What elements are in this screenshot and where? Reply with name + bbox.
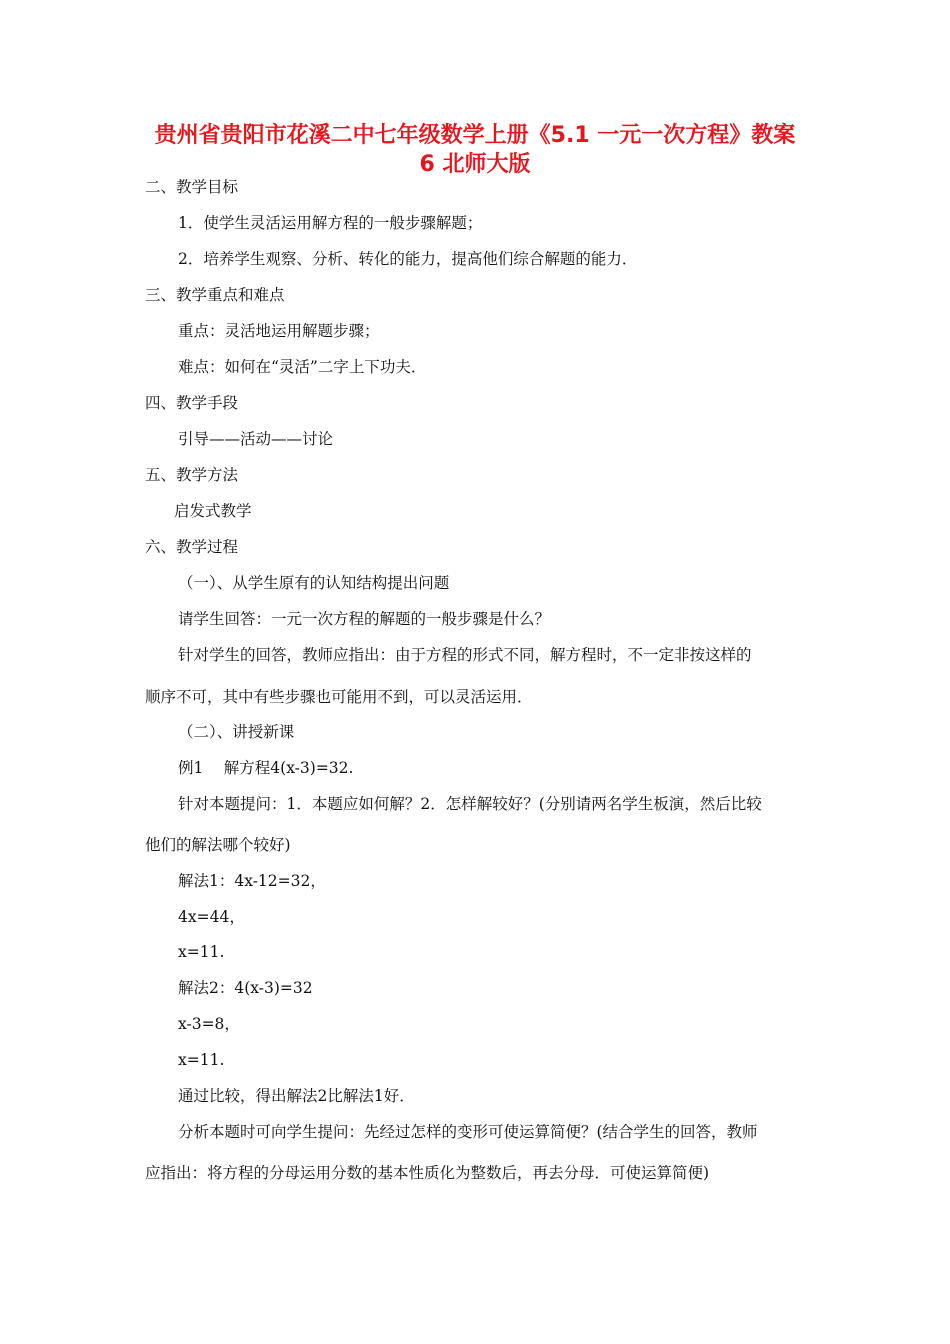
subsection-heading: （二）、讲授新课 [178,723,295,741]
title-line-1: 贵州省贵阳市花溪二中七年级数学上册《5.1 一元一次方程》教案 [154,123,796,148]
paragraph: 2．培养学生观察、分析、转化的能力，提高他们综合解题的能力． [178,250,638,268]
paragraph: 应指出：将方程的分母运用分数的基本性质化为整数后，再去分母．可使运算简便) [145,1164,710,1182]
subsection-heading: （一）、从学生原有的认知结构提出问题 [178,574,450,592]
paragraph: 通过比较，得出解法2比解法1好． [178,1087,415,1105]
solution-step: 解法2：4(x-3)=32 [178,979,313,997]
paragraph: 针对学生的回答，教师应指出：由于方程的形式不同，解方程时，不一定非按这样的 [178,646,752,664]
solution-step: 解法1：4x-12=32， [178,872,326,890]
paragraph: 请学生回答：一元一次方程的解题的一般步骤是什么？ [178,610,551,628]
paragraph: 分析本题时可向学生提问：先经过怎样的变形可使运算简便？(结合学生的回答，教师 [178,1123,758,1141]
paragraph: 1．使学生灵活运用解方程的一般步骤解题； [178,214,483,232]
paragraph: 顺序不可，其中有些步骤也可能用不到，可以灵活运用． [145,688,533,706]
paragraph: 引导——活动——讨论 [178,430,334,448]
solution-step: 4x=44， [178,908,245,926]
paragraph: 启发式教学 [174,502,252,520]
section-heading: 三、教学重点和难点 [145,286,285,304]
solution-step: x=11. [178,1051,225,1069]
paragraph: 他们的解法哪个较好) [145,836,291,854]
section-heading: 二、教学目标 [145,178,239,196]
paragraph: 难点：如何在“灵活”二字上下功夫． [178,358,427,376]
solution-step: x-3=8， [178,1015,240,1033]
section-heading: 五、教学方法 [145,466,239,484]
paragraph: 针对本题提问：1．本题应如何解？2．怎样解较好？(分别请两名学生板演，然后比较 [178,795,762,813]
solution-step: x=11. [178,943,225,961]
paragraph: 重点：灵活地运用解题步骤； [178,322,380,340]
section-heading: 四、教学手段 [145,394,239,412]
example-heading: 例1 解方程4(x-3)=32. [178,759,354,777]
title-line-2: 6 北师大版 [419,152,531,177]
section-heading: 六、教学过程 [145,538,239,556]
